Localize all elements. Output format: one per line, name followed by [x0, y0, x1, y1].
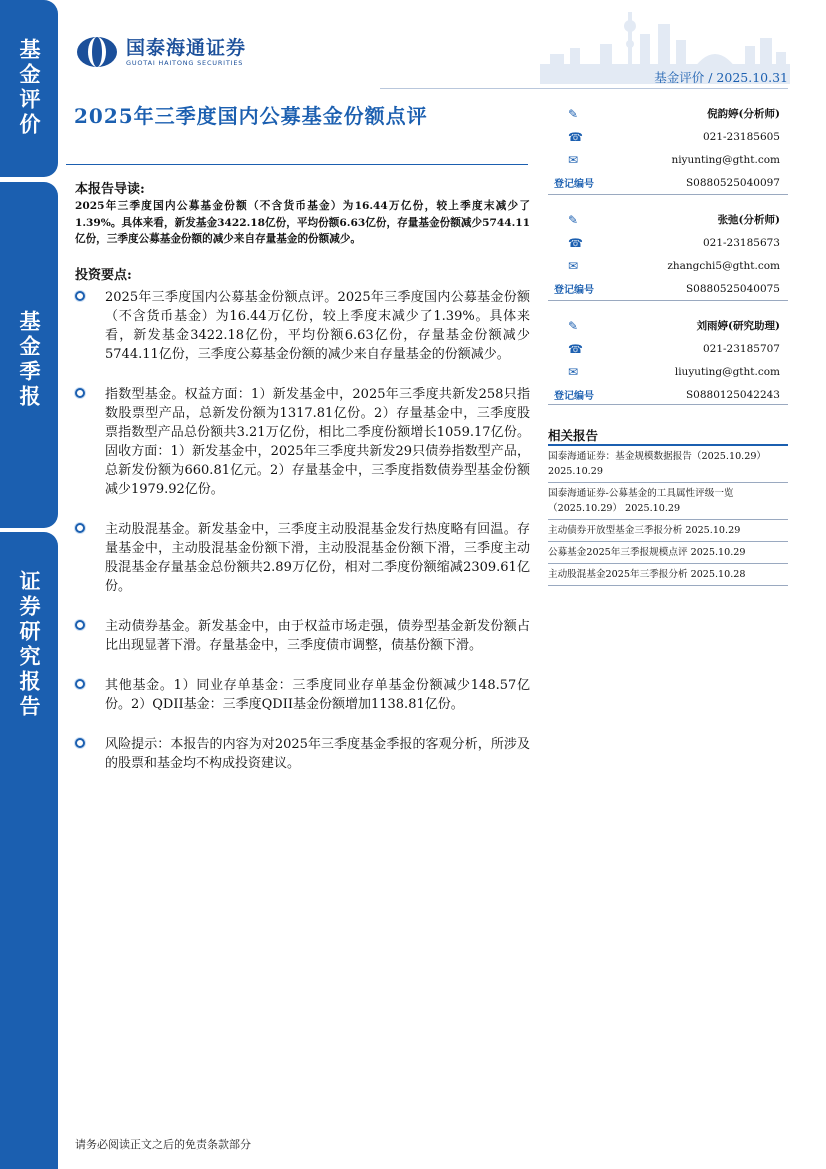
key-points-list: [75, 288, 530, 773]
email-icon: ✉: [568, 364, 579, 379]
registration-number: S0880525040097: [685, 176, 780, 189]
analyst-divider: [548, 300, 788, 301]
bullet-icon: [75, 523, 85, 533]
related-report-link[interactable]: 国泰海通证券：基金规模数据报告（2025.10.29） 2025.10.29: [548, 446, 788, 483]
report-date: 2025.10.31: [716, 70, 788, 85]
side-tab-fund-rating: [0, 0, 58, 177]
related-report-link[interactable]: 公募基金2025年三季报规模点评 2025.10.29: [548, 542, 788, 564]
email-icon: ✉: [568, 152, 579, 167]
side-tab-label: 基金季报: [17, 310, 41, 410]
analyst-email[interactable]: niyunting@gtht.com: [671, 153, 780, 166]
phone-icon: ☎: [568, 129, 583, 144]
analyst-phone: 021-23185605: [702, 130, 780, 143]
key-point-item: 指数型基金。权益方面：1）新发基金中，2025年三季度共新发258只指数股票型产品，总新发份额为1317.81亿份。2）存量基金中，三季度股票指数型产品总份额共3.21万亿份，相比二季度份额增长1059.17亿份。固收方面：1）新发基金中，2025年三季度共新发29只债券指数型产品，总新发份额为660.81亿元。2）存量基金中，三季度指数债券型基金份额减少1979.92亿份。: [75, 385, 530, 499]
related-report-link[interactable]: 主动债券开放型基金三季报分析 2025.10.29: [548, 520, 788, 542]
company-logo: [76, 36, 246, 68]
intro-text: 2025年三季度国内公募基金份额（不含货币基金）为16.44万亿份，较上季度末减少了1.39%。具体来看，新发基金3422.18亿份，平均份额6.63亿份，存量基金份额减少5744.11亿份，三季度公募基金份额的减少来自存量基金的份额减少。: [75, 200, 530, 245]
email-icon: ✉: [568, 258, 579, 273]
related-reports-heading: 相关报告: [548, 428, 599, 443]
side-tab-label: 证券研究报告: [17, 570, 41, 720]
analyst-name: 倪韵婷(分析师): [707, 108, 780, 120]
side-tab-fund-quarterly: [0, 182, 58, 528]
company-name: 国泰海通证券: [126, 37, 247, 59]
company-name-en: GUOTAI HAITONG SECURITIES: [126, 59, 244, 67]
title-divider: [66, 164, 528, 165]
bullet-icon: [75, 291, 85, 301]
side-tab-label: 基金评价: [17, 38, 41, 138]
bullet-icon: [75, 620, 85, 630]
key-point-item: 风险提示：本报告的内容为对2025年三季度基金季报的客观分析，所涉及的股票和基金均不构成投资建议。: [75, 735, 530, 773]
related-report-link[interactable]: 国泰海通证券-公募基金的工具属性评级一览（2025.10.29） 2025.10.29: [548, 483, 788, 520]
registration-label: 登记编号: [554, 391, 594, 402]
side-tab-research-report: [0, 532, 58, 1169]
bullet-icon: [75, 388, 85, 398]
analyst-divider: [548, 194, 788, 195]
bullet-icon: [75, 679, 85, 689]
header-divider: [380, 88, 788, 89]
analyst-email[interactable]: liuyuting@gtht.com: [674, 365, 780, 378]
analyst-phone: 021-23185673: [702, 236, 780, 249]
registration-label: 登记编号: [554, 285, 594, 296]
report-category: 基金评价: [654, 70, 705, 85]
key-point-item: 主动债券基金。新发基金中，由于权益市场走强，债券型基金新发份额占比出现显著下滑。存量基金中，三季度债市调整，债基份额下滑。: [75, 617, 530, 655]
key-point-item: 其他基金。1）同业存单基金：三季度同业存单基金份额减少148.57亿份。2）QDII基金：三季度QDII基金份额增加1138.81亿份。: [75, 676, 530, 714]
logo-mark-icon: [76, 36, 118, 68]
analyst-phone: 021-23185707: [702, 342, 780, 355]
analyst-divider: [548, 404, 788, 405]
disclaimer-footer: 请务必阅读正文之后的免责条款部分: [75, 1138, 251, 1151]
key-point-item: 2025年三季度国内公募基金份额点评。2025年三季度国内公募基金份额（不含货币基金）为16.44万亿份，较上季度末减少了1.39%。具体来看，新发基金3422.18亿份，平均份额6.63亿份，存量基金份额减少 5744.11亿份，三季度公募基金份额的减少来自存量基金的份额减少。: [75, 288, 530, 364]
key-point-item: 主动股混基金。新发基金中，三季度主动股混基金发行热度略有回温。存量基金中，主动股混基金份额下滑，主动股混基金份额下滑，三季度主动股混基金存量基金总份额共2.89万亿份，相对二季度份额缩减2309.61亿份。: [75, 520, 530, 596]
bullet-icon: [75, 738, 85, 748]
intro-heading: 本报告导读:: [75, 182, 145, 197]
analyst-card: [548, 314, 788, 406]
person-icon: ✎: [568, 318, 579, 333]
person-icon: ✎: [568, 106, 579, 121]
header-meta: 基金评价 / 2025.10.31: [654, 70, 788, 85]
person-icon: ✎: [568, 212, 579, 227]
analyst-card: [548, 102, 788, 194]
analyst-card: [548, 208, 788, 300]
analyst-name: 刘雨婷(研究助理): [696, 320, 780, 332]
registration-number: S0880125042243: [685, 388, 780, 401]
phone-icon: ☎: [568, 235, 583, 250]
registration-number: S0880525040075: [685, 282, 780, 295]
related-reports-list: [548, 446, 788, 586]
key-points-heading: 投资要点:: [75, 268, 132, 283]
related-report-link[interactable]: 主动股混基金2025年三季报分析 2025.10.28: [548, 564, 788, 586]
analyst-name: 张弛(分析师): [717, 214, 780, 226]
phone-icon: ☎: [568, 341, 583, 356]
page-title: 2025年三季度国内公募基金份额点评: [74, 104, 428, 128]
registration-label: 登记编号: [554, 179, 594, 190]
analyst-email[interactable]: zhangchi5@gtht.com: [667, 259, 780, 272]
